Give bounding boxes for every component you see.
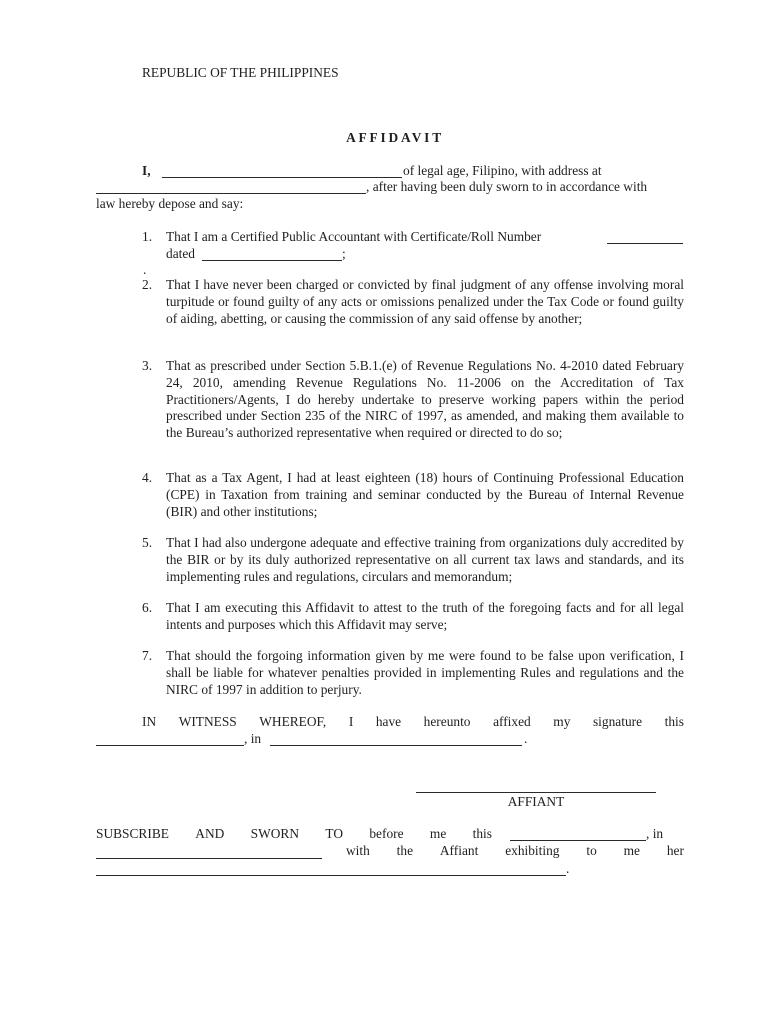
document-title: AFFIDAVIT [346, 130, 444, 145]
witness-end: . [524, 731, 528, 746]
subscribe-date-blank[interactable] [510, 840, 646, 841]
item-number: 1. [142, 229, 153, 244]
name-blank[interactable] [162, 177, 402, 178]
subscribe-end: . [566, 861, 570, 876]
item1-dated-label: dated [166, 246, 195, 261]
id-blank[interactable] [96, 875, 566, 876]
witness-line: IN WITNESS WHEREOF, I have hereunto affixed my signature this [142, 714, 684, 729]
item-number: 7. [142, 648, 153, 663]
item-number: 6. [142, 600, 153, 615]
affiant-label: AFFIANT [507, 794, 565, 809]
stray-dot: . [143, 262, 147, 277]
witness-in-label: , in [244, 731, 262, 746]
intro-after-name: of legal age, Filipino, with address at [403, 163, 602, 178]
witness-date-blank[interactable] [96, 745, 244, 746]
republic-heading: REPUBLIC OF THE PHILIPPINES [142, 65, 339, 80]
item-text: That I have never been charged or convicted by final judgment of any offense involving moral turpitude or found guilty of any acts or omissions penalized under the Tax Code or found guilty of aiding, abetting, or causing the commission of any said offense by another; [166, 277, 684, 326]
item-text: That I am executing this Affidavit to attest to the truth of the foregoing facts and for all legal intents and purposes which this Affidavit may serve; [166, 600, 684, 632]
certificate-number-blank[interactable] [607, 243, 683, 244]
address-blank[interactable] [96, 193, 366, 194]
item-text: That as prescribed under Section 5.B.1.(e) of Revenue Regulations No. 4-2010 dated February 24, 2010, amending Revenue Regulations No. 11-2006 on the Accreditation of Tax Practitioners/Agents, I do hereby undertake to preserve working papers within the period prescribed under Section 235 of the NIRC of 1997, as amended, and making them available to the Bureau’s authorized representative when required or directed to do so; [166, 358, 684, 441]
item-number: 5. [142, 535, 153, 550]
item-text: That I had also undergone adequate and effective training from organizations duly accredited by the BIR or by its duly authorized representative on all current tax laws and standards, and its implementing rules and regulations, circulars and memorandum; [166, 535, 684, 584]
intro-i-label: I, [142, 163, 151, 178]
affiant-signature-line[interactable] [416, 792, 656, 793]
item-number: 2. [142, 277, 153, 292]
item-number: 3. [142, 358, 153, 373]
intro-after-address: , after having been duly sworn to in accordance with [366, 179, 648, 194]
item1-text: That I am a Certified Public Accountant with Certificate/Roll Number [166, 229, 542, 244]
item-text: That as a Tax Agent, I had at least eighteen (18) hours of Continuing Professional Education (CPE) in Taxation from training and seminar conducted by the Bureau of Internal Revenue (BIR) and other institutions; [166, 470, 684, 519]
dated-blank[interactable] [202, 260, 342, 261]
item-text: That should the forgoing information given by me were found to be false upon verification, I shall be liable for whatever penalties provided in implementing Rules and regulations and the NIRC of 1997 in addition to perjury. [166, 648, 684, 697]
subscribe-place-blank[interactable] [96, 858, 322, 859]
item1-dated-end: ; [342, 246, 346, 261]
item-number: 4. [142, 470, 153, 485]
witness-place-blank[interactable] [270, 745, 522, 746]
subscribe-words2: with the Affiant exhibiting to me her [346, 843, 684, 858]
intro-line3: law hereby depose and say: [96, 196, 244, 211]
subscribe-words: SUBSCRIBE AND SWORN TO before me this [96, 826, 492, 841]
subscribe-in-label: , in [646, 826, 664, 841]
